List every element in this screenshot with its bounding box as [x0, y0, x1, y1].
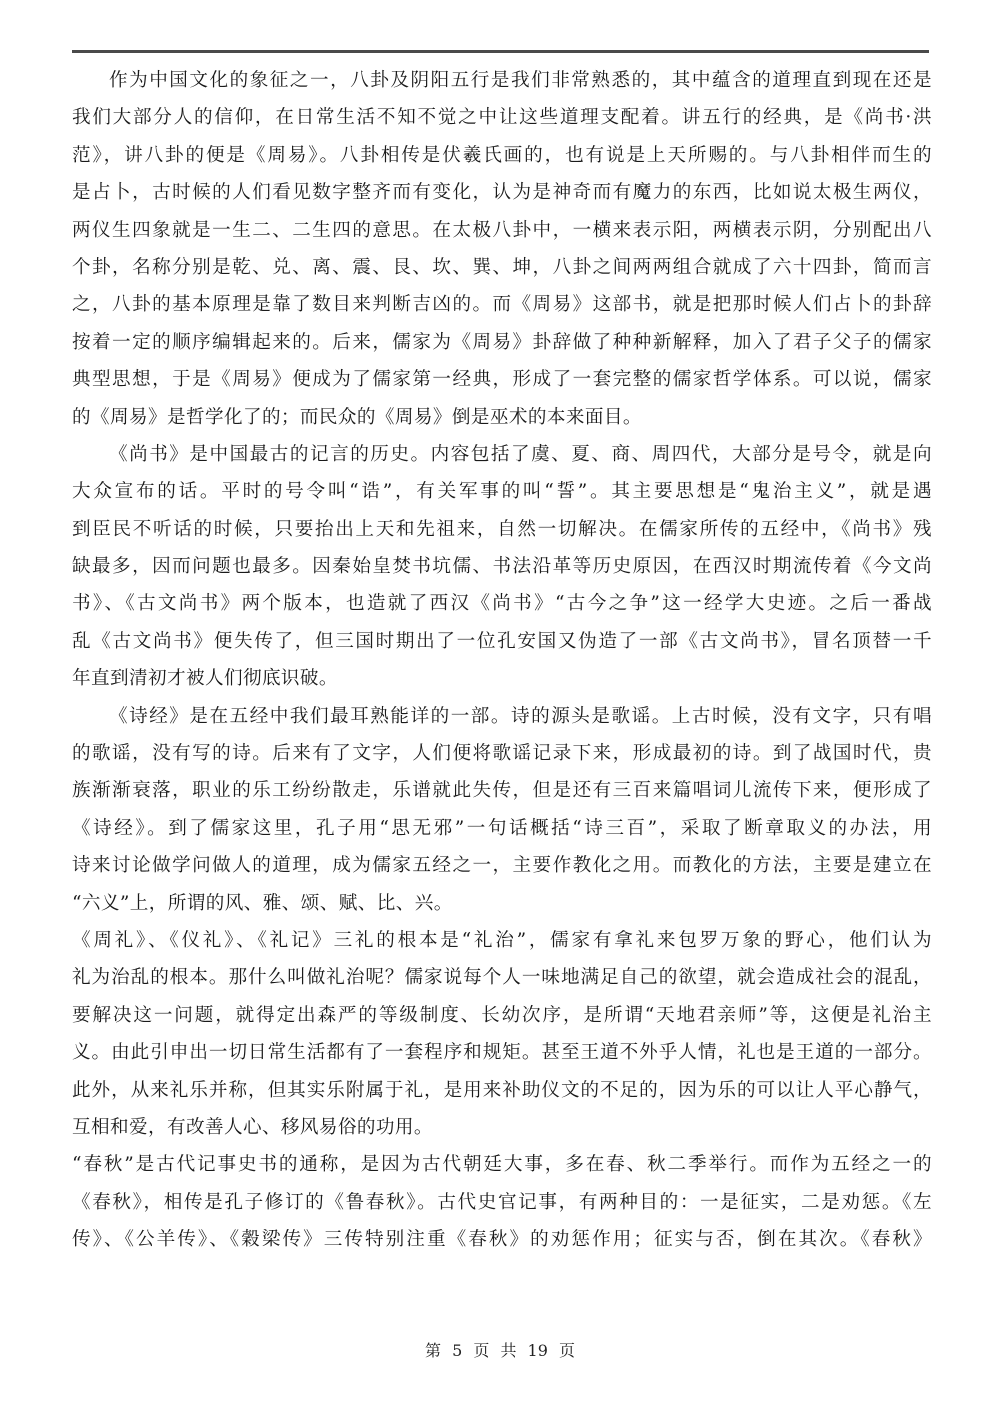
text-line: 礼为治乱的根本。那什么叫做礼治呢？儒家说每个人一味地满足自己的欲望，就会造成社会的混乱， — [72, 967, 932, 989]
text-line: 互相和爱，有改善人心、移风易俗的功用。 — [72, 1116, 433, 1138]
paragraph-chunqiu — [72, 1146, 932, 1258]
text-line: 个卦，名称分别是乾、兑、离、震、艮、坎、巽、坤，八卦之间两两组合就成了六十四卦，简而言 — [72, 256, 932, 278]
text-line: 传》、《公羊传》、《穀梁传》三传特别注重《春秋》的劝惩作用；征实与否，倒在其次。《春秋》 — [72, 1229, 932, 1251]
text-line: 《诗经》。到了儒家这里，孔子用“思无邪”一句话概括“诗三百”，采取了断章取义的办法，用 — [72, 817, 932, 839]
text-line: 的歌谣，没有写的诗。后来有了文字，人们便将歌谣记录下来，形成最初的诗。到了战国时代，贵 — [72, 743, 932, 765]
text-line: 作为中国文化的象征之一，八卦及阴阳五行是我们非常熟悉的，其中蕴含的道理直到现在还是 — [109, 70, 932, 91]
text-line: 的《周易》是哲学化了的；而民众的《周易》倒是巫术的本来面目。 — [72, 406, 642, 428]
text-line: 两仪生四象就是一生二、二生四的意思。在太极八卦中，一横来表示阳，两横表示阴，分别配出八 — [72, 219, 932, 241]
text-line: “六义”上，所谓的风、雅、颂、赋、比、兴。 — [72, 892, 453, 914]
text-line: 年直到清初才被人们彻底识破。 — [72, 668, 338, 690]
text-line: 是占卜，古时候的人们看见数字整齐而有变化，认为是神奇而有魔力的东西，比如说太极生两仪， — [72, 182, 932, 204]
text-line: 缺最多，因而问题也最多。因秦始皇焚书坑儒、书法沿革等历史原因，在西汉时期流传着《今文尚 — [72, 556, 932, 578]
text-line: 按着一定的顺序编辑起来的。后来，儒家为《周易》卦辞做了种种新解释，加入了君子父子的儒家 — [72, 331, 932, 353]
text-line: 义。由此引申出一切日常生活都有了一套程序和规矩。甚至王道不外乎人情，礼也是王道的一部分。 — [72, 1042, 932, 1064]
text-line: 我们大部分人的信仰，在日常生活不知不觉之中让这些道理支配着。讲五行的经典，是《尚书·洪 — [72, 107, 932, 129]
text-line: 《春秋》，相传是孔子修订的《鲁春秋》。古代史官记事，有两种目的：一是征实，二是劝惩。《左 — [72, 1191, 932, 1213]
text-line: 《尚书》是中国最古的记言的历史。内容包括了虞、夏、商、周四代，大部分是号令，就是向 — [109, 443, 932, 465]
text-line: 《周礼》、《仪礼》、《礼记》三礼的根本是“礼治”，儒家有拿礼来包罗万象的野心，他们认为 — [72, 929, 932, 951]
paragraph-bagua — [72, 62, 932, 436]
text-line: 此外，从来礼乐并称，但其实乐附属于礼，是用来补助仪文的不足的，因为乐的可以让人平心静气， — [72, 1079, 932, 1101]
page-number-footer: 第 5 页 共 19 页 — [425, 1341, 575, 1360]
paragraph-shangshu — [72, 436, 932, 698]
text-line: 诗来讨论做学问做人的道理，成为儒家五经之一，主要作教化之用。而教化的方法，主要是建立在 — [72, 855, 932, 877]
text-line: 典型思想，于是《周易》便成为了儒家第一经典，形成了一套完整的儒家哲学体系。可以说，儒家 — [72, 369, 932, 391]
text-line: 《诗经》是在五经中我们最耳熟能详的一部。诗的源头是歌谣。上古时候，没有文字，只有唱 — [109, 705, 932, 727]
text-line: 之，八卦的基本原理是靠了数目来判断吉凶的。而《周易》这部书，就是把那时候人们占卜的卦辞 — [72, 294, 932, 316]
text-line: 范》，讲八卦的便是《周易》。八卦相传是伏羲氏画的，也有说是上天所赐的。与八卦相伴而生的 — [72, 144, 932, 166]
text-line: “春秋”是古代记事史书的通称，是因为古代朝廷大事，多在春、秋二季举行。而作为五经之一的 — [72, 1154, 932, 1176]
text-line: 书》、《古文尚书》两个版本，也造就了西汉《尚书》“古今之争”这一经学大史迹。之后一番战 — [72, 593, 932, 615]
document-body — [72, 62, 932, 1259]
text-line: 大众宣布的话。平时的号令叫“诰”，有关军事的叫“誓”。其主要思想是“鬼治主义”，就是遇 — [72, 481, 932, 503]
text-line: 到臣民不听话的时候，只要抬出上天和先祖来，自然一切解决。在儒家所传的五经中，《尚书》残 — [72, 518, 932, 540]
text-line: 乱《古文尚书》便失传了，但三国时期出了一位孔安国又伪造了一部《古文尚书》，冒名顶替一千 — [72, 630, 932, 652]
paragraph-shijing — [72, 698, 932, 922]
text-line: 要解决这一问题，就得定出森严的等级制度、长幼次序，是所谓“天地君亲师”等，这便是礼治主 — [72, 1004, 932, 1026]
header-rule — [72, 50, 929, 53]
paragraph-sanli — [72, 922, 932, 1146]
text-line: 族渐渐衰落，职业的乐工纷纷散走，乐谱就此失传，但是还有三百来篇唱词儿流传下来，便形成了 — [72, 780, 932, 802]
